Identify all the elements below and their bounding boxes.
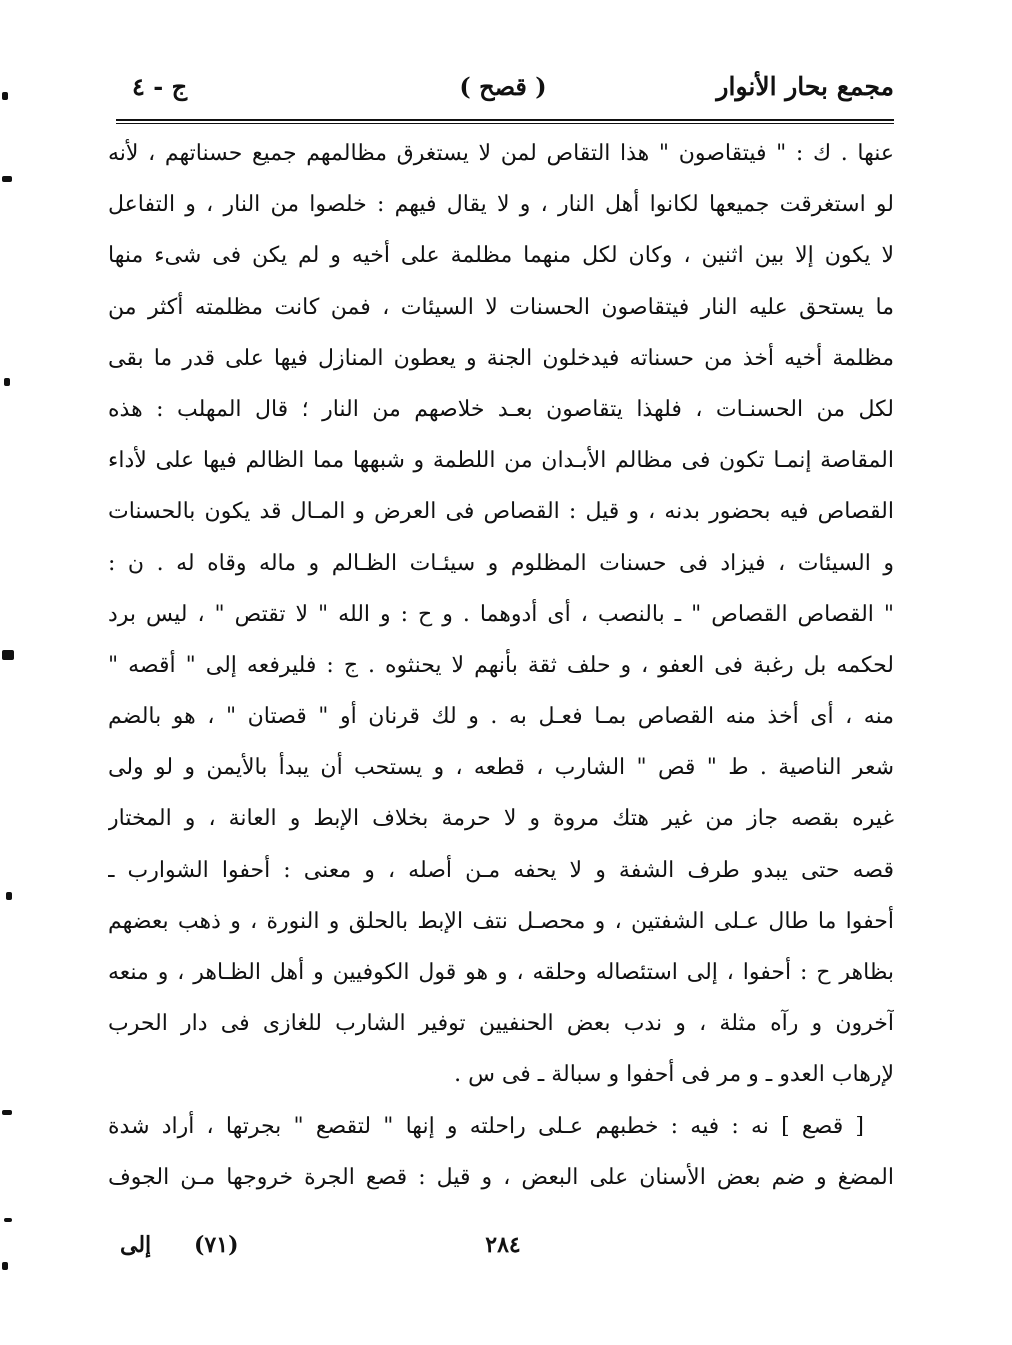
text-line: المقاصة إنمـا تكون فى مظالم الأبـدان من اللطمة و شبهها مما الظالم فيها على لأداء: [108, 448, 894, 474]
page-footer: [112, 1232, 894, 1272]
text-line: المضغ و ضم بعض الأسنان على البعض ، و قيل : قصع الجرة خروجها مـن الجوف: [108, 1164, 894, 1190]
text-line: لا يكون إلا بين اثنين ، وكان لكل منهما مظلمة على أخيه و لم يكن فى شىء منها: [108, 243, 894, 269]
signature-mark: (٧١): [194, 1232, 239, 1258]
text-line: أحفوا ما طال عـلى الشفتين ، و محصـل نتف الإبط بالحلق و النورة ، و ذهب بعضهم: [108, 908, 894, 934]
text-line: غيره بقصه جاز من غير هتك مروة و لا حرمة بخلاف الإبط و العانة ، و المختار: [108, 806, 894, 832]
scan-mark: [2, 650, 14, 660]
header-rule-thin: [116, 123, 894, 124]
text-line: منه ، أى أخذ منه القصاص بمـا فعـل به . و لك قرنان أو " قصتان " ، هو بالضم: [108, 704, 894, 730]
entry-heading: ( قصح ): [459, 72, 547, 101]
text-line: ما يستحق عليه النار فيتقاصون الحسنات لا السيئات ، فمن كانت مظلمته أكثر من: [108, 294, 894, 320]
volume-number: ج - ٤: [132, 72, 188, 101]
text-line: مظلمة أخيه أخذ من حسناته فيدخلون الجنة و يعطون المنازل فيها على قدر ما بقى: [108, 345, 894, 371]
text-line: قصه حتى يبدو طرف الشفة و لا يحفه مـن أصله ، و معنى : أحفوا الشوارب ـ: [108, 857, 894, 883]
text-line: لكل من الحسنـات ، فلهذا يتقاصون بعـد خلاصهم من النار ؛ قال المهلب : هذه: [108, 396, 894, 422]
text-line: بظاهر ح : أحفوا ، إلى استئصاله وحلقه ، و هو قول الكوفيين و أهل الظـاهر ، و منعه: [108, 960, 894, 985]
header-rule-thick: [116, 119, 894, 121]
catchword: إلى: [120, 1232, 152, 1258]
scan-mark: [6, 892, 12, 900]
text-line: [ قصع ] نه : فيه : خطبهم عـلى راحلته و إنها " لتقصع " بجرتها ، أراد شدة: [108, 1113, 864, 1139]
body-text: [108, 128, 894, 1203]
scan-mark: [4, 378, 10, 386]
text-line: و السيئات ، فيزاد فى حسنات المظلوم و سيئـات الظـالم و ماله وقاه له . ن :: [108, 550, 894, 576]
text-line: شعر الناصية . ط " قص " الشارب ، قطعه ، و يستحب أن يبدأ بالأيمن و لو ولى: [108, 755, 894, 781]
scan-mark: [2, 176, 12, 182]
running-header: [112, 68, 894, 112]
scan-mark: [2, 92, 8, 100]
text-line: " القصاص القصاص " ـ بالنصب ، أى أدوهما . و ح : و الله " لا تقتص " ، ليس برد: [108, 601, 894, 627]
page-number: ٢٨٤: [485, 1232, 521, 1258]
text-line: لو استغرقت جميعها لكانوا أهل النار ، و لا يقال فيهم : خلصوا من النار ، و التفاعل: [108, 192, 894, 218]
text-line: عنها . ك : " فيتقاصون " هذا التقاص لمن لا يستغرق مظالمهم جميع حسناتهم ، لأنه: [108, 141, 894, 166]
text-line: القصاص فيه بحضور بدنه ، و قيل : القصاص فى العرض و المـال قد يكون بالحسنات: [108, 499, 894, 525]
scan-mark: [2, 1110, 12, 1115]
text-line: آخرون و رآه مثلة ، و ندب بعض الحنفيين توفير الشارب للغازى فى دار الحرب: [108, 1011, 894, 1037]
scan-mark: [2, 1262, 8, 1270]
text-line: لحكمه بل رغبة فى العفو ، و حلف ثقة بأنهم لا يحنثوه . ج : فليرفعه إلى " أقصه ": [108, 652, 894, 678]
text-line: لإرهاب العدو ـ و مر فى أحفوا و سبالة ـ فى س .: [454, 1062, 894, 1088]
book-title: مجمع بحار الأنوار: [716, 72, 894, 101]
scan-mark: [4, 1218, 12, 1222]
